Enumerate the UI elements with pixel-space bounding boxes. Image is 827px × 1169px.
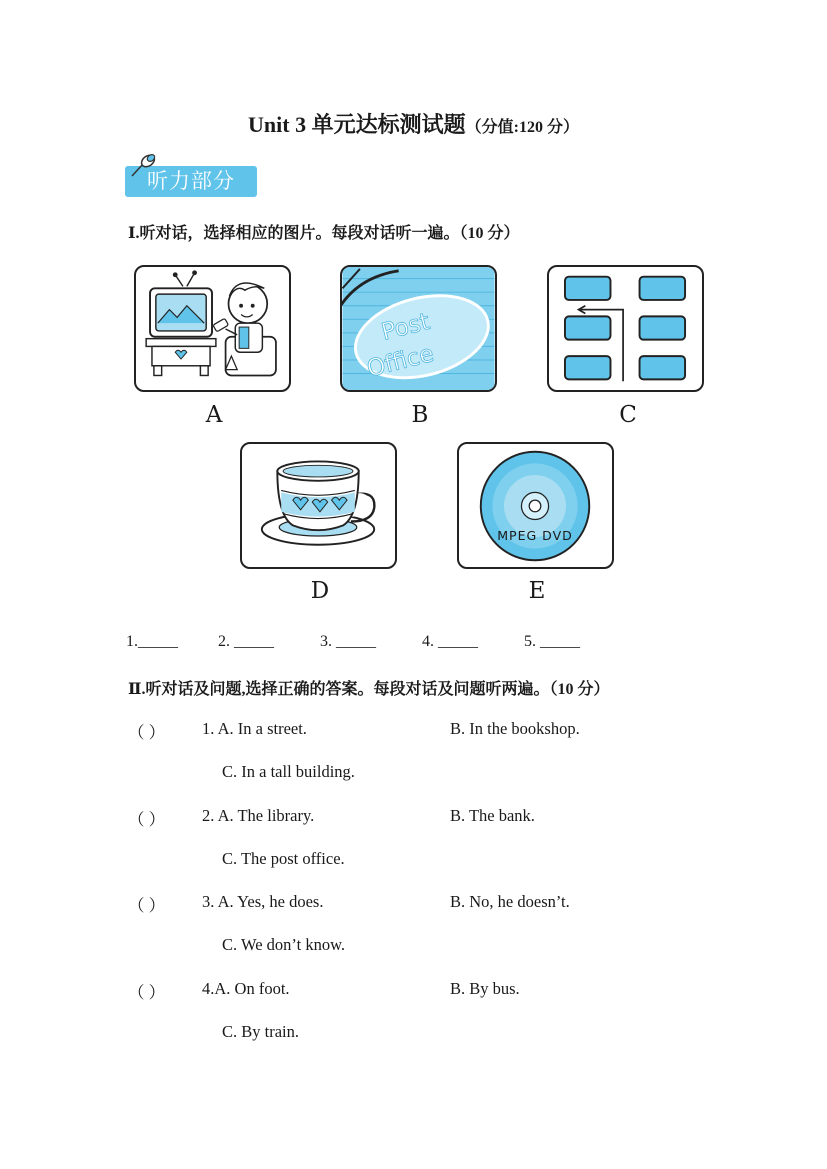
option-a: 4.A. On foot. — [202, 979, 290, 998]
answer-blank-1[interactable]: 1._____ — [126, 633, 178, 650]
option-b: B. No, he doesn’t. — [450, 892, 570, 911]
dvd-disc-icon — [459, 444, 612, 567]
option-c: C. We don’t know. — [222, 935, 346, 954]
option-c: C. In a tall building. — [222, 762, 355, 781]
section1-heading: Ⅰ.听对话，选择相应的图片。每段对话听一遍。（10 分） — [128, 225, 520, 242]
picture-c — [547, 265, 704, 392]
option-a: 3. A. Yes, he does. — [202, 892, 324, 911]
answer-blank-5[interactable]: 5. _____ — [524, 633, 580, 650]
answer-blank-2[interactable]: 2. _____ — [218, 633, 274, 650]
option-b: B. By bus. — [450, 979, 520, 998]
pushpin-icon — [129, 152, 159, 178]
answer-paren[interactable]: （ ） — [128, 983, 166, 1002]
banner-label: 听力部分 — [125, 166, 257, 197]
picture-e-label: E — [528, 578, 546, 604]
listening-banner — [125, 152, 260, 198]
picture-a-label: A — [205, 402, 223, 428]
sign-text-office: Office — [364, 339, 437, 383]
option-c: C. By train. — [222, 1022, 299, 1041]
title-main: Unit 3 单元达标测试题 — [248, 112, 466, 137]
picture-a — [134, 265, 291, 392]
title-score: （分值:120 分） — [465, 119, 579, 136]
picture-c-label: C — [619, 402, 637, 428]
page-title — [0, 108, 827, 139]
teacup-icon — [242, 444, 395, 567]
answer-paren[interactable]: （ ） — [128, 896, 166, 915]
answer-blank-4[interactable]: 4. _____ — [422, 633, 478, 650]
picture-d-label: D — [310, 578, 330, 604]
picture-b-label: B — [411, 402, 429, 428]
sign-text-post: Post — [378, 307, 433, 346]
answer-paren[interactable]: （ ） — [128, 723, 166, 742]
boy-watching-tv-icon — [136, 267, 289, 390]
option-b: B. The bank. — [450, 806, 535, 825]
picture-d — [240, 442, 397, 569]
option-b: B. In the bookshop. — [450, 719, 580, 738]
post-office-sign-icon — [342, 267, 495, 390]
option-a: 2. A. The library. — [202, 806, 315, 825]
disc-label: MPEG DVD — [497, 527, 573, 543]
option-a: 1. A. In a street. — [202, 719, 307, 738]
option-c: C. The post office. — [222, 849, 345, 868]
answer-blanks — [126, 633, 604, 651]
answer-paren[interactable]: （ ） — [128, 810, 166, 829]
answer-blank-3[interactable]: 3. _____ — [320, 633, 376, 650]
picture-e — [457, 442, 614, 569]
picture-b — [340, 265, 497, 392]
turn-left-map-icon — [549, 267, 702, 390]
section2-heading: Ⅱ.听对话及问题,选择正确的答案。每段对话及问题听两遍。（10 分） — [128, 681, 610, 698]
